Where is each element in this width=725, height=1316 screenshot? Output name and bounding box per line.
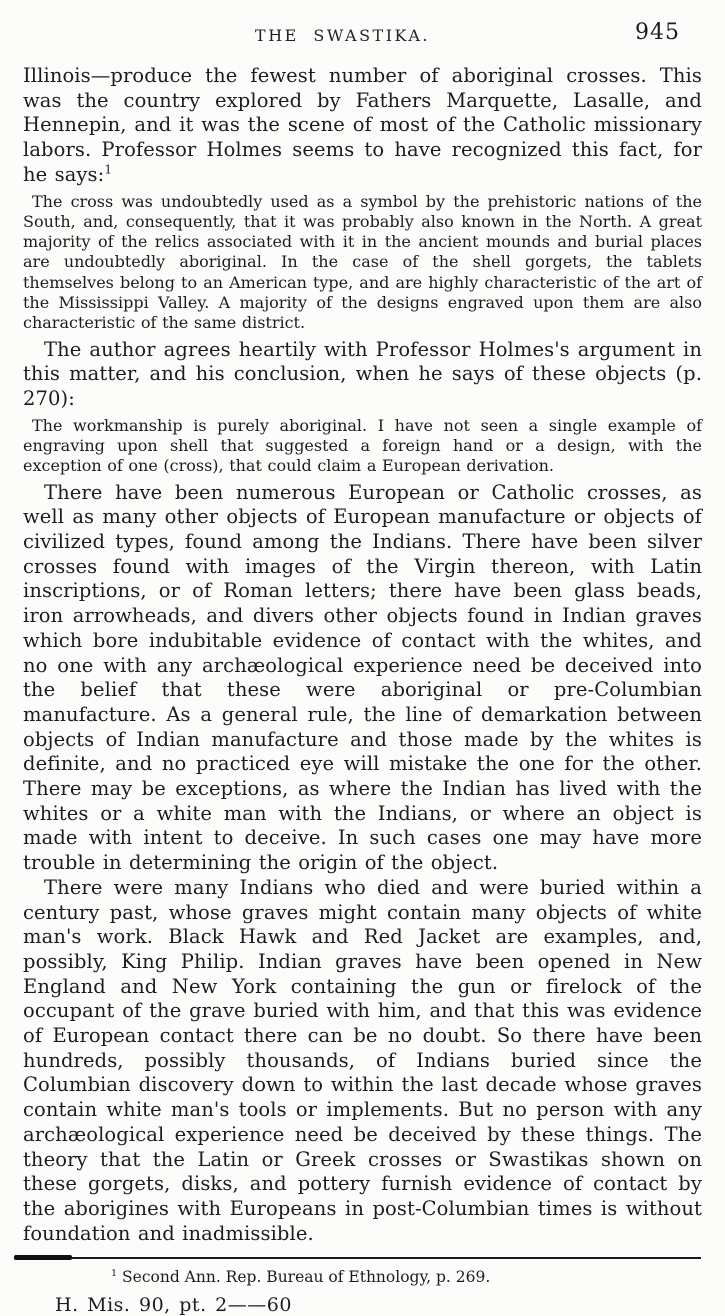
footnote — [111, 1267, 702, 1287]
printer-signature: H. Mis. 90, pt. 2——60 — [55, 1294, 292, 1316]
page-number: 945 — [635, 20, 680, 45]
european-crosses-paragraph: There have been numerous European or Catholic crosses, as well as many other objects of European manufacture or objects of civilized types, found among the Indians. There have been silver crosses found with images of the Virgin thereon, with Latin inscriptions, or of Roman letters; there have been glass beads, iron arrowheads, and divers other objects found in Indian graves which bore indubitable evidence of contact with the whites, and no one with any archæological experience need be deceived into the belief that these were aboriginal or pre-Columbian manufacture. As a general rule, the line of demarkation between objects of Indian manufacture and those made by the whites is definite, and no practiced eye will mistake the one for the other. There may be exceptions, as where the Indian has lived with the whites or a white man with the Indians, or where an object is made with intent to deceive. In such cases one may have more trouble in determining the origin of the object. — [23, 480, 702, 875]
workmanship-block-quote: The workmanship is purely aboriginal. I have not seen a single example of engraving upon shell that suggested a foreign hand or a design, with the exception of one (cross), that could claim a European derivation. — [23, 415, 702, 476]
opening-paragraph-text: Illinois—produce the fewest number of aboriginal crosses. This was the country explored by Fathers Marquette, Lasalle, and Hennepin, and it was the scene of most of the Catholic missionary labors. Professor Holmes seems to have recognized this fact, for he says: — [23, 64, 702, 186]
indian-graves-paragraph: There were many Indians who died and were buried within a century past, whose graves might contain many objects of white man's work. Black Hawk and Red Jacket are examples, and, possibly, King Philip. Indian graves have been opened in New England and New York containing the gun or firelock of the occupant of the grave buried with him, and that this was evidence of European contact there can be no doubt. So there have been hundreds, possibly thousands, of Indians buried since the Columbian discovery down to within the last decade whose graves contain white man's tools or implements. But no person with any archæological experience need be deceived by these things. The theory that the Latin or Greek crosses or Swastikas shown on these gorgets, disks, and pottery furnish evidence of contact by the aborigines with Europeans in post-Columbian times is without foundation and inadmissible. — [23, 875, 702, 1245]
page-title: THE SWASTIKA. — [255, 26, 430, 45]
footnote-divider-rule — [14, 1257, 701, 1259]
footnote-number: 1 — [111, 1268, 118, 1280]
author-agreement-paragraph: The author agrees heartily with Professor Holmes's argument in this matter, and his conclusion, when he says of these objects (p. 270): — [23, 337, 702, 410]
footnote-text: Second Ann. Rep. Bureau of Ethnology, p. 269. — [117, 1268, 491, 1287]
opening-paragraph — [23, 64, 702, 188]
footnote-reference-marker: 1 — [104, 162, 113, 177]
running-header — [23, 16, 702, 52]
holmes-block-quote: The cross was undoubtedly used as a symbol by the prehistoric nations of the South, and, consequently, that it was probably also known in the North. A great majority of the relics associated with it in the ancient mounds and burial places are undoubtedly aboriginal. In the case of the shell gorgets, the tablets themselves belong to an American type, and are highly characteristic of the art of the Mississippi Valley. A majority of the designs engraved upon them are also characteristic of the same district. — [23, 191, 702, 333]
